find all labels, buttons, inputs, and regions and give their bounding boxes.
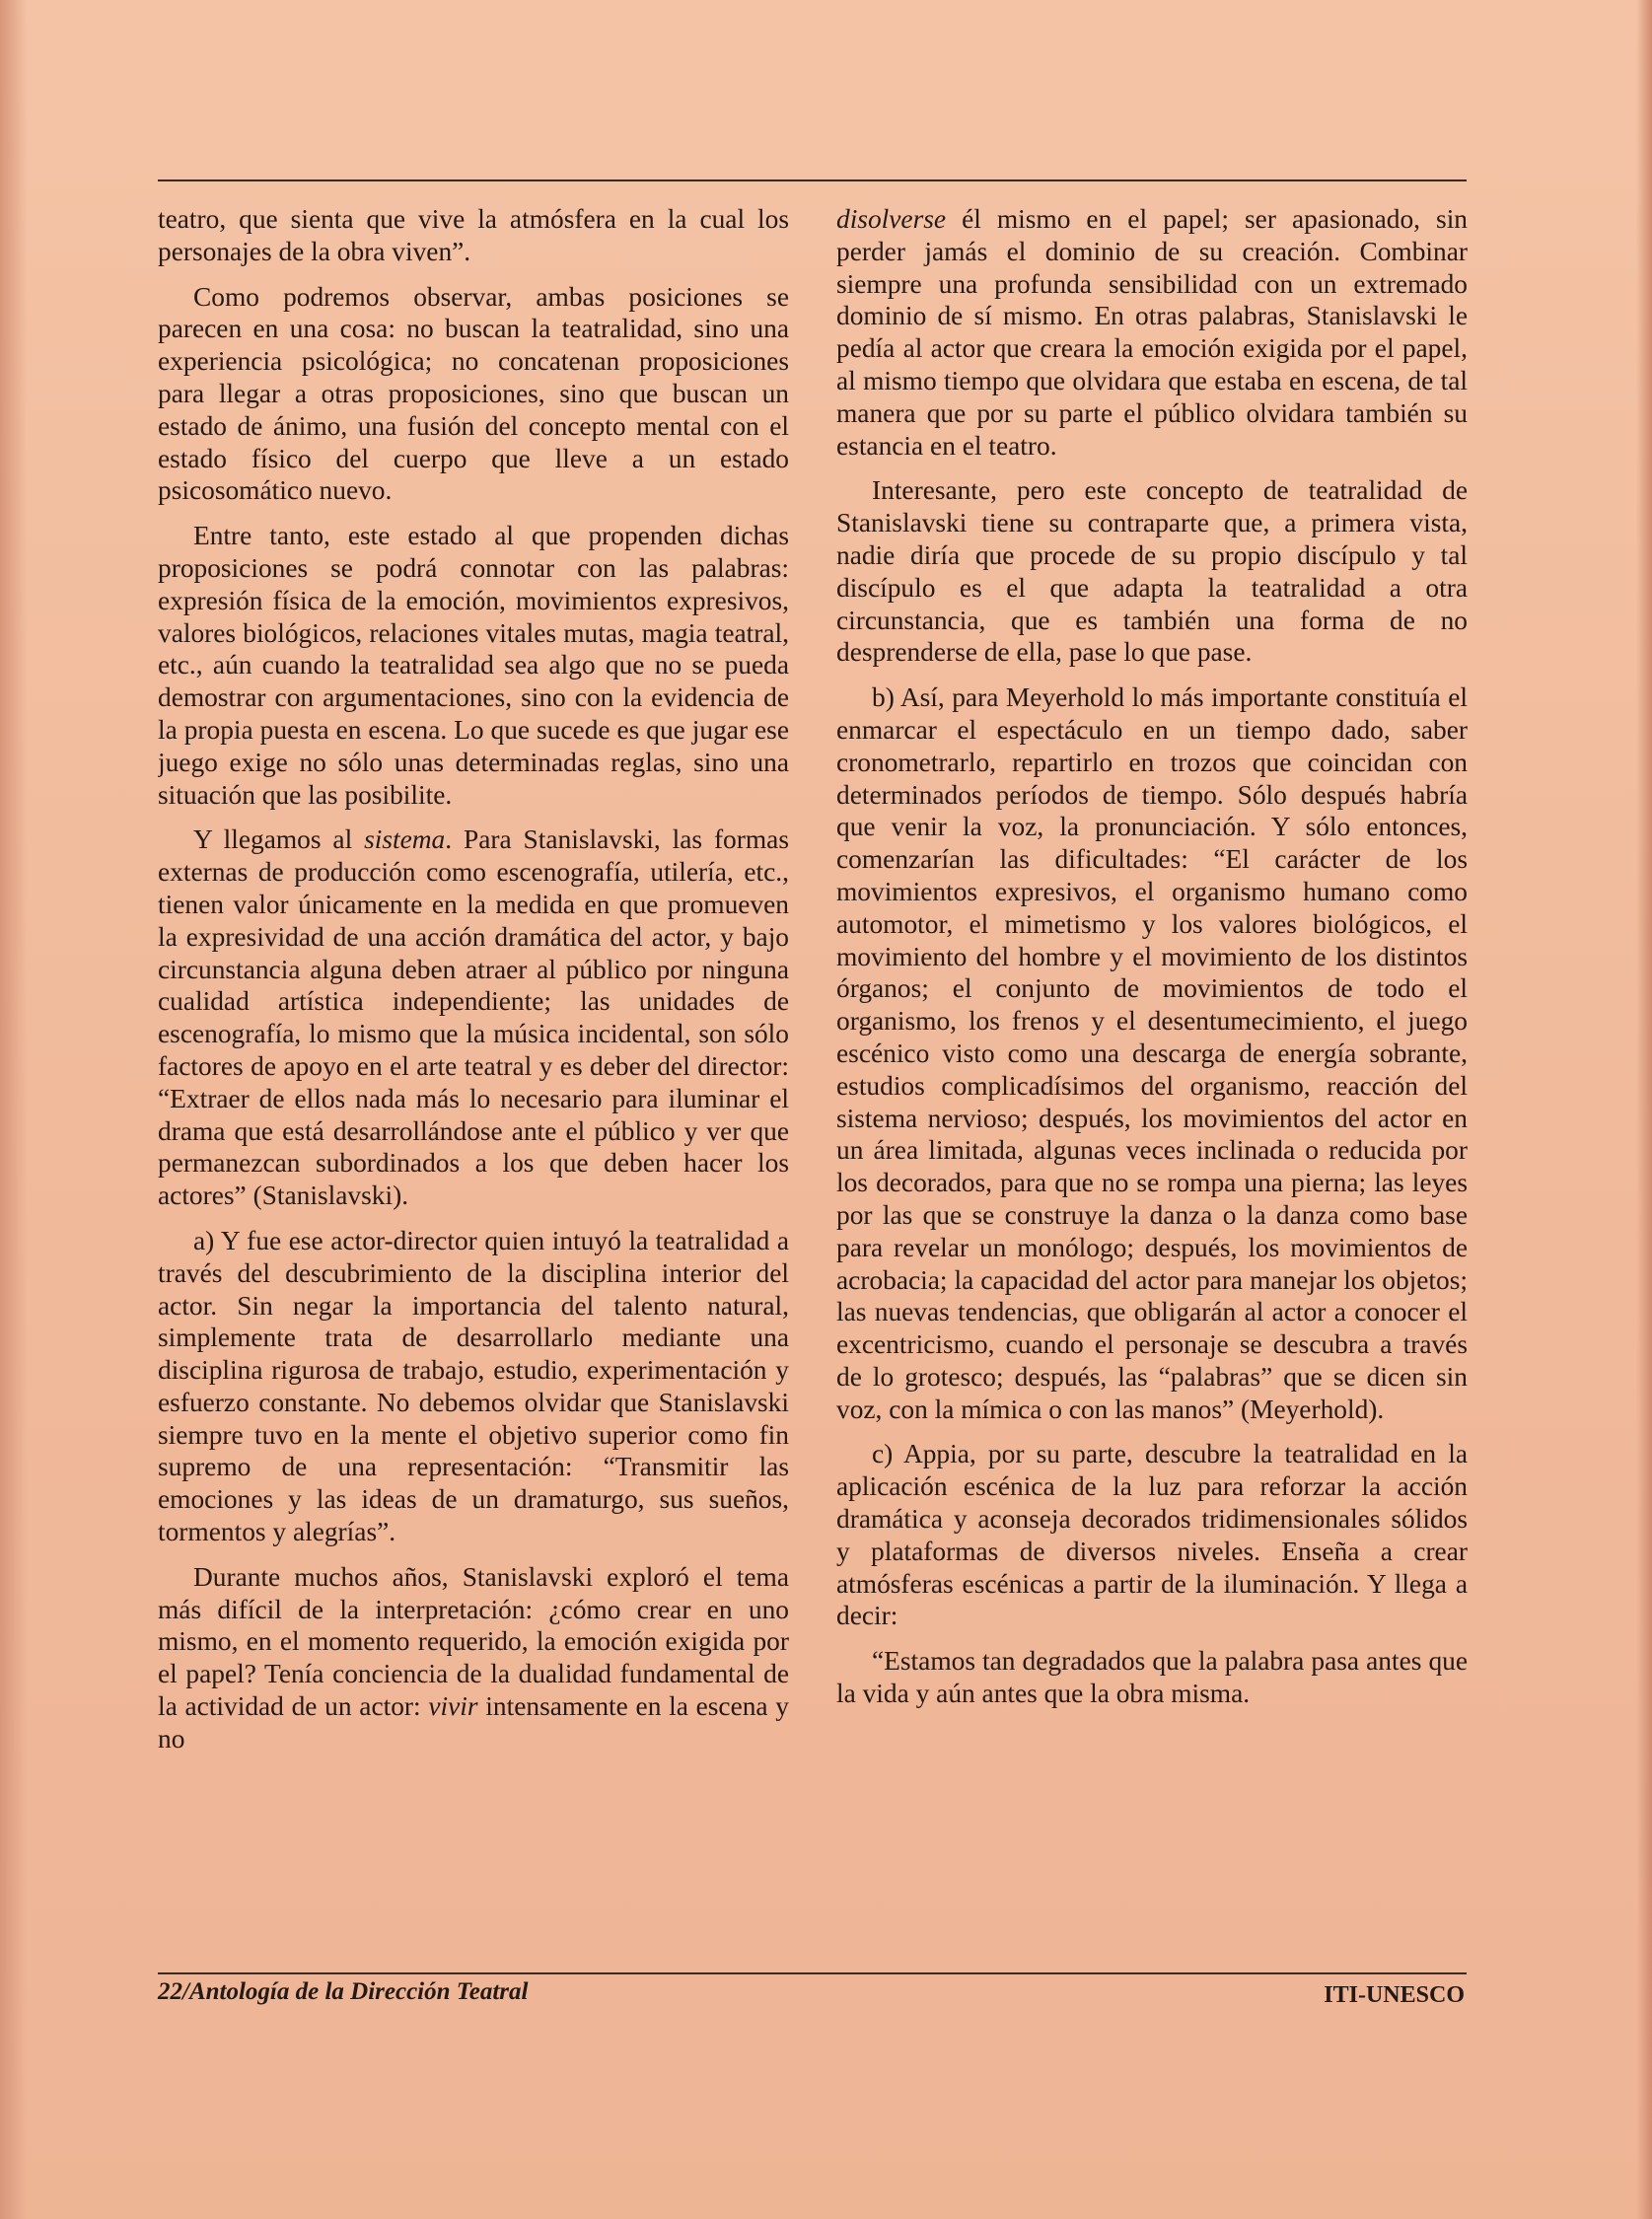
footer-publisher: ITI-UNESCO: [1324, 1982, 1465, 2008]
right-paragraph-2: Interesante, pero este concepto de teatralidad de Stanislavski tiene su contraparte que, a primera vista, nadie diría que procede de su propio discípulo y tal discípulo es el que adapta la teatralidad a otra circunstancia, que es también una forma de no desprenderse de ella, pase lo que pase.: [836, 475, 1468, 668]
page-edge-shadow-right: [1636, 0, 1652, 2219]
right-paragraph-4: c) Appia, por su parte, descubre la teatralidad en la aplicación escénica de la luz para reforzar la acción dramática y aconseja decorados tridimensionales sólidos y plataformas de diversos niveles. Enseña a crear atmósferas escénicas a partir de la iluminación. Y llega a decir:: [836, 1439, 1468, 1631]
header-rule: [158, 179, 1467, 181]
left-paragraph-5: a) Y fue ese actor-director quien intuyó la teatralidad a través del descubrimiento de la disciplina interior del actor. Sin negar la importancia del talento natural, simplemente trata de desarrollarlo mediante una disciplina rigurosa de trabajo, estudio, experimentación y esfuerzo constante. No debemos olvidar que Stanislavski siempre tuvo en la mente el objetivo superior como fin supremo de una representación: “Transmitir las emociones y las ideas de un dramaturgo, sus sueños, tormentos y alegrías”.: [158, 1225, 789, 1547]
right-paragraph-5: “Estamos tan degradados que la palabra pasa antes que la vida y aún antes que la obra misma.: [836, 1646, 1468, 1709]
right-paragraph-1-italic: disolverse: [836, 204, 947, 234]
page-edge-shadow-left: [0, 0, 28, 2219]
right-paragraph-1-rest: él mismo en el papel; ser apasionado, sin perder jamás el dominio de su creación. Combinar siempre una profunda sensibilidad con un extremado dominio de sí mismo. En otras palabras, Stanislavski le pedía al actor que creara la emoción exigida por el papel, al mismo tiempo que olvidara que estaba en escena, de tal manera que por su parte el público olvidara también su estancia en el teatro.: [836, 204, 1468, 461]
footer-rule: [158, 1972, 1467, 1974]
right-paragraph-1: [836, 203, 1468, 462]
left-paragraph-6: [158, 1561, 789, 1755]
left-paragraph-1: teatro, que sienta que vive la atmósfera en la cual los personajes de la obra viven”.: [158, 204, 789, 266]
left-paragraph-4-rest: . Para Stanislavski, las formas externas de producción como escenografía, utilería, etc., tienen valor únicamente en la medida en que promueven la expresividad de una acción dramática del actor, y bajo circunstancia alguna deben atraer al público por ninguna cualidad artística independiente; las unidades de escenografía, lo mismo que la música incidental, son sólo factores de apoyo en el arte teatral y es deber del director: “Extraer de ellos nada más lo necesario para iluminar el drama que está desarrollándose ante el público y ver que permanezcan subordinados a los que deben hacer los actores” (Stanislavski).: [158, 824, 789, 1211]
left-paragraph-6-rest: intensamente en la escena y no: [158, 1691, 789, 1754]
left-paragraph-2: Como podremos observar, ambas posiciones se parecen en una cosa: no buscan la teatralidad, sino una experiencia psicológica; no concatenan proposiciones para llegar a otras proposiciones, sino que buscan un estado de ánimo, una fusión del concepto mental con el estado físico del cuerpo que lleve a un estado psicosomático nuevo.: [158, 281, 789, 506]
left-column: [158, 203, 789, 1964]
left-paragraph-4: [158, 823, 789, 1212]
left-paragraph-4-start: Y llegamos al: [193, 824, 365, 855]
right-paragraph-3: b) Así, para Meyerhold lo más importante constituía el enmarcar el espectáculo en un tiempo dado, saber cronometrarlo, repartirlo en trozos que coincidan con determinados períodos de tiempo. Sólo después habría que venir la voz, la pronunciación. Y sólo entonces, comenzarían las dificultades: “El carácter de los movimientos expresivos, el organismo humano como automotor, el mimetismo y los valores biológicos, el movimiento del hombre y el movimiento de los distintos órganos; el conjunto de movimientos de todo el organismo, los frenos y el desentumecimiento, el juego escénico visto como una descarga de energía sobrante, estudios complicadísimos del organismo, reacción del sistema nervioso; después, los movimientos del actor en un área limitada, algunas veces inclinada o reducida por los decorados, para que no se rompa una pierna; las leyes por las que se construye la danza o la danza como base para revelar un monólogo; después, los movimientos de acrobacia; la capacidad del actor para manejar los objetos; las nuevas tendencias, que obligarán al actor a conocer el excentricismo, cuando el personaje se descubra a través de lo grotesco; después, las “palabras” que se dicen sin voz, con la mímica o con las manos” (Meyerhold).: [836, 682, 1468, 1424]
left-paragraph-6-italic: vivir: [428, 1691, 478, 1722]
left-paragraph-4-italic: sistema: [364, 824, 446, 855]
left-paragraph-3: Entre tanto, este estado al que propenden dichas proposiciones se podrá connotar con las palabras: expresión física de la emoción, movimientos expresivos, valores biológicos, relaciones vitales mutas, magia teatral, etc., aún cuando la teatralidad sea algo que no se pueda demostrar con argumentaciones, sino con la evidencia de la propia puesta en escena. Lo que sucede es que jugar ese juego exige no sólo unas determinadas reglas, sino una situación que las posibilite.: [158, 521, 789, 810]
footer-page-title: 22/Antología de la Dirección Teatral: [158, 1978, 529, 2005]
right-column: [836, 203, 1468, 1964]
left-paragraph-6-start: Durante muchos años, Stanislavski exploró el tema más difícil de la interpretación: ¿cómo crear en uno mismo, en el momento requerido, la emoción exigida por el papel? Tenía conciencia de la dualidad fundamental de la actividad de un actor:: [158, 1561, 789, 1722]
